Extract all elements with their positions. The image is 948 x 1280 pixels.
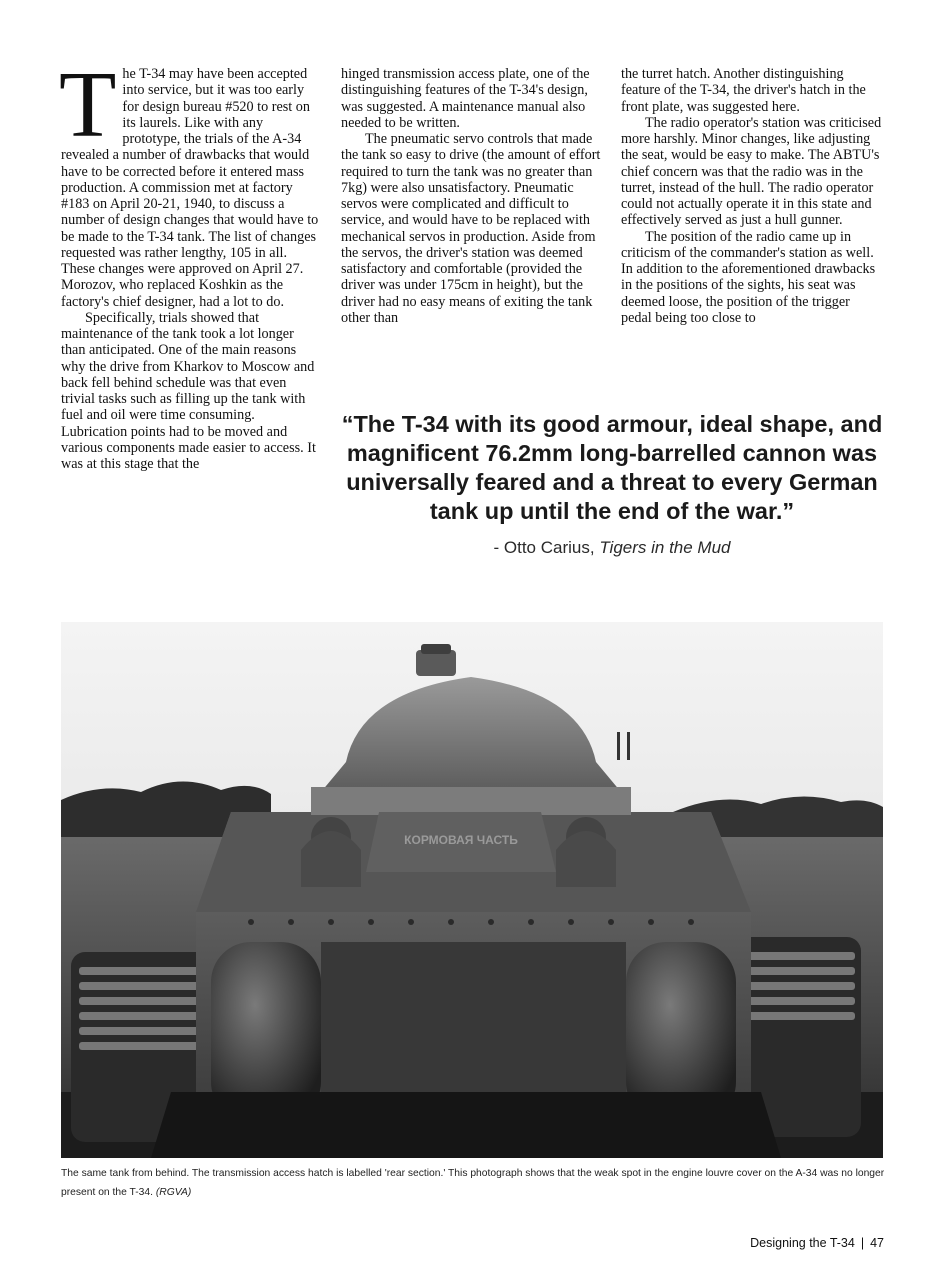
text-column-3 [621, 66, 883, 326]
page-number: 47 [870, 1236, 884, 1250]
paragraph: The radio operator's station was criticised more harshly. Minor changes, like adjusting the seat, would be easy to make. The ABTU's chief concern was that the radio was in the turret, instead of the hull. The radio operator could not actually operate it in this state and effectively served as just a hull gunner. [621, 114, 882, 229]
pull-quote-text: “The T-34 with its good armour, ideal shape, and magnificent 76.2mm long-barrelled cannon was universally feared and a threat to every German tank up until the end of the war.” [341, 411, 883, 524]
attribution-book-title: Tigers in the Mud [599, 538, 731, 557]
plate-marking: КОРМОВАЯ ЧАСТЬ [404, 833, 518, 847]
paragraph: hinged transmission access plate, one of the distinguishing features of the T-34's design, was suggested. A maintenance manual also needed to be written. [341, 66, 590, 131]
attribution-author: - Otto Carius, [493, 538, 600, 557]
paragraph: Specifically, trials showed that maintenance of the tank took a lot longer than anticipated. One of the main reasons why the drive from Kharkov to Moscow and back fell behind schedule was that even trivial tasks such as filling up the tank with fuel and oil were time consuming. Lubrication points had to be moved and various components made easier to access. It was at this stage that the [61, 309, 316, 472]
text-column-2 [341, 66, 603, 326]
tank-photograph [61, 622, 883, 1158]
drop-cap: T [59, 53, 117, 157]
photo-caption [61, 1164, 896, 1202]
footer-separator: | [860, 1236, 865, 1250]
paragraph [59, 53, 321, 310]
page-footer [750, 1236, 884, 1250]
caption-source: (RGVA) [155, 1187, 192, 1198]
paragraph-text: he T-34 may have been accepted into service, but it was too early for design bureau #520 to rest on its laurels. Like with any prototype, the trials of the A-34 revealed a number of drawbacks that would have to be corrected before it entered mass production. A commission met at factory #183 on April 20-21, 1940, to discuss a number of design changes that would have to be made to the T-34 tank. The list of changes requested was rather lengthy, 105 in all. These changes were approved on April 27. Morozov, who replaced Koshkin as the factory's chief designer, had a lot to do. [61, 66, 319, 310]
pull-quote [341, 410, 883, 558]
text-column-1 [59, 53, 321, 472]
paragraph: The pneumatic servo controls that made the tank so easy to drive (the amount of effort required to turn the tank was no greater than 7kg) were also unsatisfactory. Pneumatic servos were complicated and difficult to service, and would have to be replaced with mechanical servos in production. Aside from the servos, the driver's station was deemed satisfactory and comfortable (provided the driver was under 175cm in height), but the driver had no easy means of exiting the tank other than [341, 131, 601, 326]
paragraph: The position of the radio came up in criticism of the commander's station as well. In addition to the aforementioned drawbacks in the positions of the sights, his seat was deemed loose, the position of the trigger pedal being too close to [621, 228, 876, 326]
paragraph: the turret hatch. Another distinguishing feature of the T-34, the driver's hatch in the front plate, was suggested here. [621, 66, 866, 115]
caption-text: The same tank from behind. The transmission access hatch is labelled 'rear section.' This photograph shows that the weak spot in the engine louvre cover on the A-34 was no longer present on the T-34. [61, 1168, 885, 1198]
pull-quote-attribution [341, 538, 883, 558]
section-title: Designing the T-34 [750, 1236, 855, 1250]
tank-rear-view-image [61, 622, 883, 1158]
